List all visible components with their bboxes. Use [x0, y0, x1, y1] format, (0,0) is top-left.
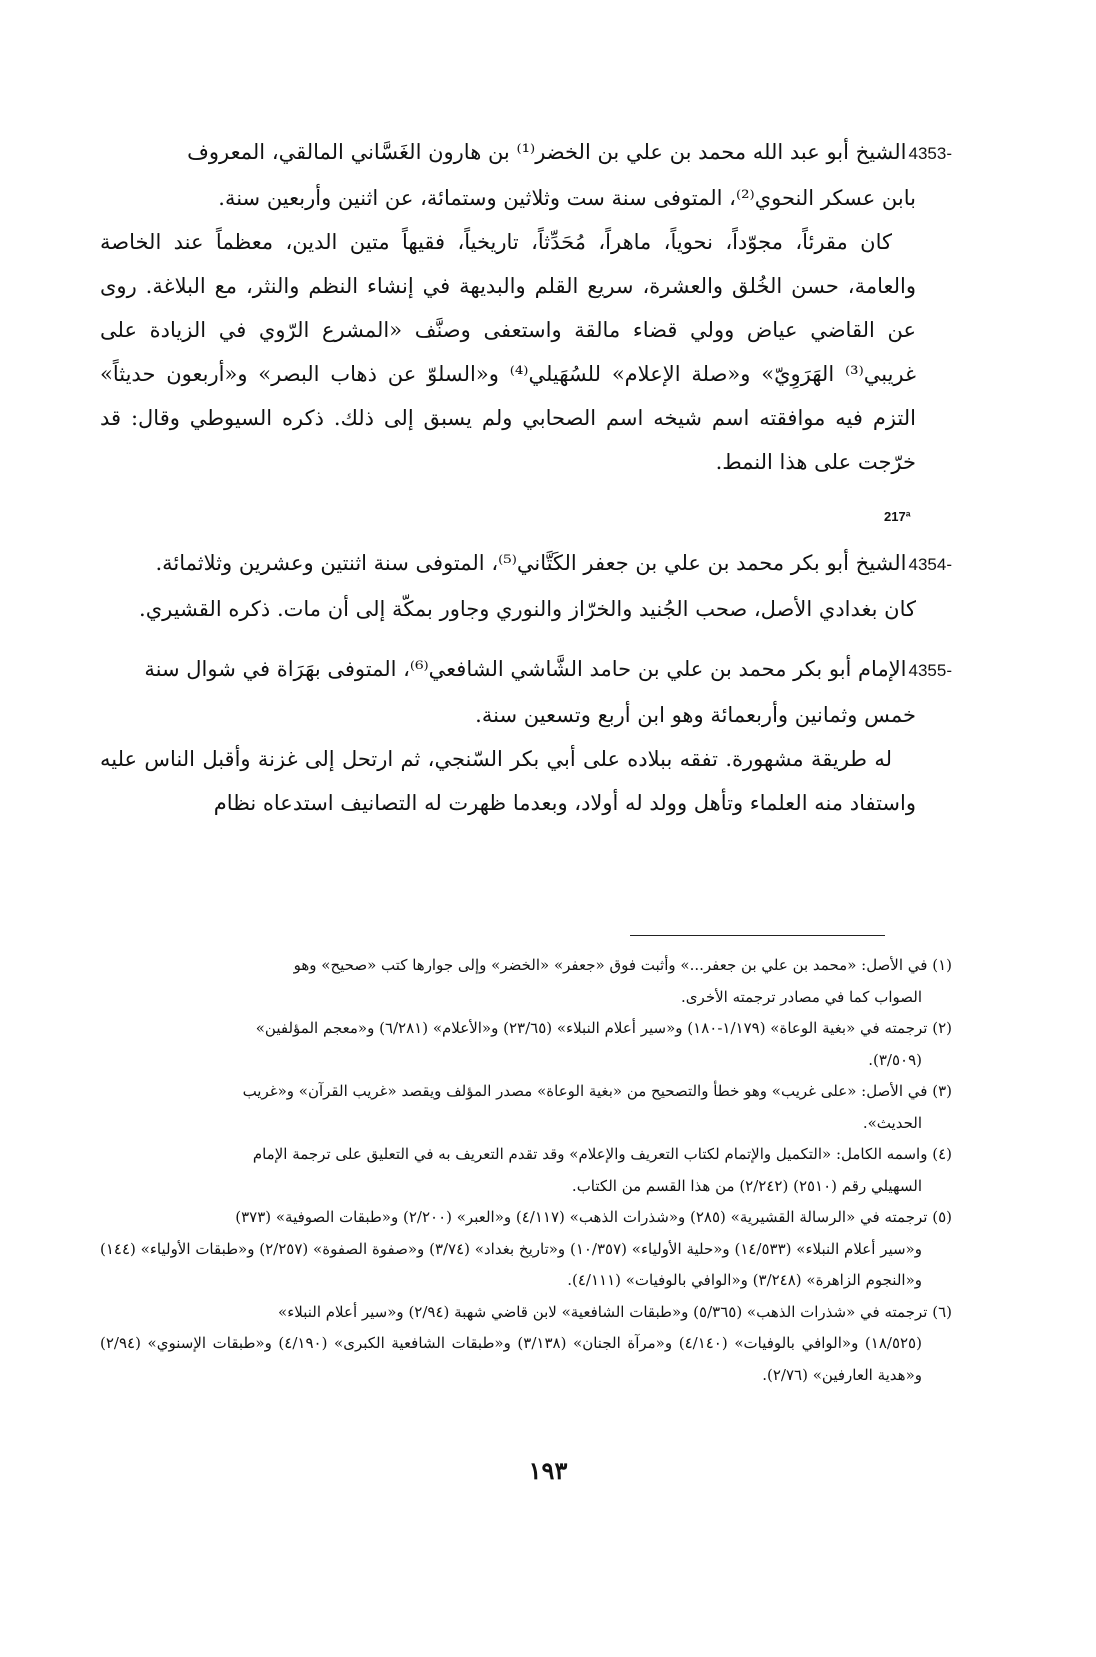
- footnote-5: [100, 1202, 952, 1297]
- entry-number: 4354-: [908, 555, 952, 574]
- entry-number: 4355-: [908, 661, 952, 680]
- footnote-continuation: (٣/٥٠٩).: [868, 1050, 922, 1069]
- footnote-first-line: (٣) في الأصل: «على غريب» وهو خطأ والتصحيح من «بغية الوعاة» مصدر المؤلف ويقصد «غريب القرآن» و«غريب: [242, 1082, 952, 1100]
- footnote-first-line: (٥) ترجمته في «الرسالة القشيرية» (٢٨٥) و«شذرات الذهب» (٤/١١٧) و«العبر» (٢/٢٠٠) و«طبقات الصوفية» (٣٧٣): [235, 1208, 952, 1226]
- entry-heading: الشيخ أبو عبد الله محمد بن علي بن الخضر⁽¹⁾ بن هارون الغَسَّاني المالقي، المعروف: [187, 140, 907, 164]
- main-text: [100, 130, 952, 484]
- entry-4354-heading-line: [100, 541, 952, 587]
- entry-4354: [100, 541, 952, 631]
- entry-heading: الشيخ أبو بكر محمد بن علي بن جعفر الكَتَّاني⁽⁵⁾، المتوفى سنة اثنتين وعشرين وثلاثمائة.: [155, 551, 907, 575]
- page-number: ١٩٣: [528, 1456, 568, 1485]
- footnotes: [100, 950, 952, 1391]
- footnote-continuation: الحديث».: [862, 1113, 922, 1132]
- footnote-continuation: السهيلي رقم (٢٥١٠) (٢/٢٤٢) من هذا القسم من الكتاب.: [571, 1176, 922, 1195]
- entry-heading-continuation: بابن عسكر النحوي⁽²⁾، المتوفى سنة ست وثلاثين وستمائة، عن اثنين وأربعين سنة.: [218, 186, 916, 210]
- footnote-4: [100, 1139, 952, 1202]
- entry-heading-continuation: خمس وثمانين وأربعمائة وهو ابن أربع وتسعين سنة.: [475, 703, 916, 727]
- footnote-first-line: (٦) ترجمته في «شذرات الذهب» (٥/٣٦٥) و«طبقات الشافعية» لابن قاضي شهبة (٢/٩٤) و«سير أعلام النبلاء»: [278, 1302, 952, 1321]
- footnote-first-line: (٤) واسمه الكامل: «التكميل والإتمام لكتاب التعريف والإعلام» وقد تقدم التعريف به في التعليق على ترجمة الإمام: [252, 1145, 952, 1163]
- footnote-2: [100, 1013, 952, 1076]
- footnote-continuation: الصواب كما في مصادر ترجمته الأخرى.: [681, 987, 922, 1006]
- footnote-first-line: (١) في الأصل: «محمد بن علي بن جعفر...» وأثبت فوق «جعفر» «الخضر» وإلى جوارها كتب «صحيح» وهو: [293, 956, 952, 974]
- entry-4355: [100, 647, 952, 825]
- entry-continuation: كان بغدادي الأصل، صحب الجُنيد والخرّاز والنوري وجاور بمكّة إلى أن مات. ذكره القشيري.: [139, 597, 916, 621]
- footnote-6: [100, 1297, 952, 1392]
- entry-heading: الإمام أبو بكر محمد بن علي بن حامد الشَّاشي الشافعي⁽⁶⁾، المتوفى بهَرَاة في شوال سنة: [144, 657, 907, 681]
- entry-4353-heading-line: [100, 130, 952, 176]
- footnote-continuation: و«سير أعلام النبلاء» (١٤/٥٣٣) و«حلية الأولياء» (١٠/٣٥٧) و«تاريخ بغداد» (٣/٧٤) و«صفوة الصفوة» (٢/٢٥٧) و«طبقات الأولياء» (١٤٤) و«النجوم الزاهرة» (٣/٢٤٨) و«الوافي بالوفيات» (٤/١١١).: [100, 1239, 922, 1289]
- entry-number: 4353-: [908, 144, 952, 163]
- manuscript-folio-marker: 217ª: [884, 509, 911, 524]
- footnote-continuation: (١٨/٥٢٥) و«الوافي بالوفيات» (٤/١٤٠) و«مرآة الجنان» (٣/١٣٨) و«طبقات الشافعية الكبرى» (٤/١٩٠) و«طبقات الإسنوي» (٢/٩٤) و«هدية العارفين» (٢/٧٦).: [100, 1334, 922, 1384]
- main-text-continued: [100, 541, 952, 825]
- footnote-1: [100, 950, 952, 1013]
- footnote-first-line: (٢) ترجمته في «بغية الوعاة» (١/١٧٩-١٨٠) و«سير أعلام النبلاء» (٢٣/٦٥) و«الأعلام» (٦/٢٨١) و«معجم المؤلفين»: [255, 1019, 952, 1037]
- entry-4353: [100, 130, 952, 484]
- footnote-separator: [630, 935, 885, 936]
- entry-paragraph: له طريقة مشهورة. تفقه ببلاده على أبي بكر السّنجي، ثم ارتحل إلى غزنة وأقبل الناس عليه واستفاد منه العلماء وتأهل وولد له أولاد، وبعدما ظهرت له التصانيف استدعاه نظام: [100, 747, 916, 815]
- entry-4355-heading-line: [100, 647, 952, 693]
- entry-paragraph: كان مقرئاً، مجوّداً، نحوياً، ماهراً، مُحَدِّثاً، تاريخياً، فقيهاً متين الدين، معظماً عند الخاصة والعامة، حسن الخُلق والعشرة، سريع القلم والبديهة في إنشاء النظم والنثر، مع البلاغة. روى عن القاضي عياض وولي قضاء مالقة واستعفى وصنَّف «المشرع الرّوي في الزيادة على غريبي⁽³⁾ الهَرَوِيّ» و«صلة الإعلام» للسُهَيلي⁽⁴⁾ و«السلوّ عن ذهاب البصر» و«أربعون حديثاً» التزم فيه موافقته اسم شيخه اسم الصحابي ولم يسبق إلى ذلك. ذكره السيوطي وقال: قد خرّجت على هذا النمط.: [100, 230, 916, 474]
- footnote-3: [100, 1076, 952, 1139]
